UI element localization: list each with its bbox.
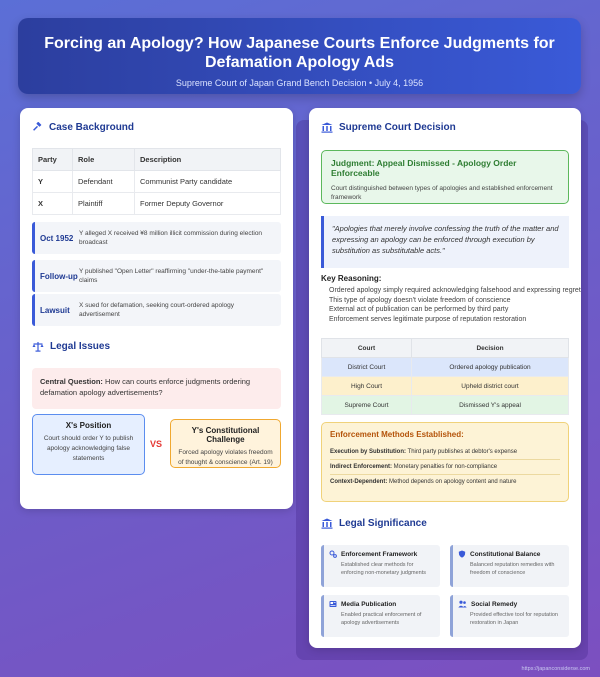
- gavel-icon: [32, 122, 43, 133]
- page-header: [18, 18, 581, 94]
- enforcement-text: Method depends on apology content and nature: [387, 479, 517, 485]
- right-panel: [309, 108, 581, 648]
- significance-card: [321, 595, 440, 637]
- table-row: [322, 358, 569, 377]
- courts-table: [321, 338, 569, 415]
- enforcement-item: [330, 460, 560, 475]
- list-item: This type of apology doesn't violate freedom of conscience: [329, 296, 511, 304]
- x-position-box: [32, 414, 145, 475]
- party-cell: X: [33, 193, 73, 215]
- left-panel: [20, 108, 293, 509]
- decision-cell: Dismissed Y's appeal: [412, 396, 569, 415]
- timeline-item: [32, 260, 281, 292]
- enforcement-text: Third party publishes at debtor's expense: [406, 449, 518, 455]
- court-cell: High Court: [322, 377, 412, 396]
- reasoning-title: Key Reasoning:: [321, 274, 382, 283]
- newspaper-icon: [329, 600, 337, 608]
- enforcement-box: [321, 422, 569, 502]
- parties-header-role: Role: [73, 149, 135, 171]
- legal-issues-heading: [32, 341, 110, 352]
- page-title: Forcing an Apology? How Japanese Courts Enforce Judgments for Defamation Apology Ads: [44, 35, 555, 71]
- footer-url: https://japanconsiderse.com: [521, 666, 590, 672]
- enforcement-label: Execution by Substitution:: [330, 449, 406, 455]
- list-item: Enforcement serves legitimate purpose of reputation restoration: [329, 315, 527, 323]
- list-item: Ordered apology simply required acknowledging falsehood and expressing regret: [329, 287, 581, 294]
- parties-table: [32, 148, 281, 215]
- significance-card-title: Media Publication: [341, 600, 397, 608]
- reasoning-list: [329, 286, 581, 324]
- shield-icon: [458, 550, 466, 558]
- decision-cell: Upheld district court: [412, 377, 569, 396]
- significance-card: [450, 595, 569, 637]
- role-cell: Defendant: [73, 171, 135, 193]
- legal-issues-title: Legal Issues: [50, 341, 111, 352]
- enforcement-text: Monetary penalties for non-compliance: [392, 464, 498, 470]
- timeline-item: [32, 294, 281, 326]
- vs-label: VS: [150, 439, 163, 449]
- table-row: [322, 396, 569, 415]
- courthouse-icon: [321, 122, 333, 133]
- table-row: [33, 171, 281, 193]
- parties-header-description: Description: [135, 149, 281, 171]
- central-question-text: How can courts enforce judgments ordering defamation apology advertisements?: [40, 377, 251, 397]
- gears-icon: [329, 550, 337, 558]
- page-subtitle: Supreme Court of Japan Grand Bench Decision • July 4, 1956: [175, 78, 424, 88]
- enforcement-title: Enforcement Methods Established:: [330, 430, 464, 439]
- case-background-heading: [32, 122, 134, 133]
- parties-header-party: Party: [33, 149, 73, 171]
- enforcement-item: [330, 475, 560, 489]
- timeline-item: [32, 222, 281, 254]
- judgment-box: [321, 150, 569, 204]
- significance-card-text: Balanced reputation remedies with freedom of conscience: [470, 562, 555, 576]
- party-cell: Y: [33, 171, 73, 193]
- court-cell: District Court: [322, 358, 412, 377]
- list-item: External act of publication can be performed by third party: [329, 306, 509, 313]
- table-row: [33, 193, 281, 215]
- central-question: [32, 368, 281, 409]
- judgment-title: Judgment: Appeal Dismissed - Apology Order Enforceable: [331, 158, 517, 178]
- court-cell: Supreme Court: [322, 396, 412, 415]
- court-quote: "Apologies that merely involve confessing the truth of the matter and expressing an apology can be enforced through execution by substitution as substitutable acts.": [321, 216, 569, 268]
- timeline-label: Lawsuit: [40, 305, 70, 315]
- scales-icon: [32, 341, 44, 352]
- enforcement-label: Indirect Enforcement:: [330, 464, 393, 470]
- enforcement-label: Context-Dependent:: [330, 479, 388, 485]
- significance-card-title: Social Remedy: [471, 600, 518, 608]
- decision-title: Supreme Court Decision: [339, 122, 456, 133]
- y-challenge-title: Y's Constitutional Challenge: [191, 426, 260, 444]
- decision-heading: [321, 122, 456, 133]
- significance-card: [450, 545, 569, 587]
- timeline-text: Y published "Open Letter" reaffirming "under-the-table payment" claims: [79, 268, 264, 284]
- case-background-title: Case Background: [49, 122, 135, 133]
- timeline-text: X sued for defamation, seeking court-ordered apology advertisement: [79, 302, 235, 318]
- central-question-label: Central Question:: [40, 377, 103, 386]
- courts-header-court: Court: [322, 339, 412, 358]
- y-challenge-box: [170, 419, 281, 468]
- timeline-label: Oct 1952: [40, 233, 74, 243]
- significance-card: [321, 545, 440, 587]
- significance-card-text: Established clear methods for enforcing non-monetary judgments: [341, 562, 426, 576]
- y-challenge-text: Forced apology violates freedom of thought & conscience (Art. 19): [178, 449, 273, 466]
- table-row: [322, 377, 569, 396]
- courts-header-decision: Decision: [412, 339, 569, 358]
- timeline-label: Follow-up: [40, 271, 78, 281]
- role-cell: Plaintiff: [73, 193, 135, 215]
- courthouse-icon: [321, 518, 333, 529]
- timeline-text: Y alleged X received ¥8 million illicit commission during election broadcast: [79, 230, 263, 246]
- significance-card-text: Provided effective tool for reputation restoration in Japan: [470, 612, 558, 626]
- enforcement-item: [330, 445, 560, 460]
- judgment-text: Court distinguished between types of apologies and established enforcement framework: [331, 185, 553, 201]
- significance-heading: [321, 518, 427, 529]
- significance-card-title: Enforcement Framework: [341, 550, 418, 558]
- significance-title: Legal Significance: [339, 518, 427, 529]
- description-cell: Communist Party candidate: [135, 171, 281, 193]
- decision-cell: Ordered apology publication: [412, 358, 569, 377]
- x-position-title: X's Position: [65, 421, 112, 430]
- significance-card-text: Enabled practical enforcement of apology advertisements: [341, 612, 422, 626]
- description-cell: Former Deputy Governor: [135, 193, 281, 215]
- x-position-text: Court should order Y to publish apology acknowledging false statements: [43, 435, 134, 462]
- significance-card-title: Constitutional Balance: [470, 550, 541, 558]
- users-icon: [458, 600, 467, 608]
